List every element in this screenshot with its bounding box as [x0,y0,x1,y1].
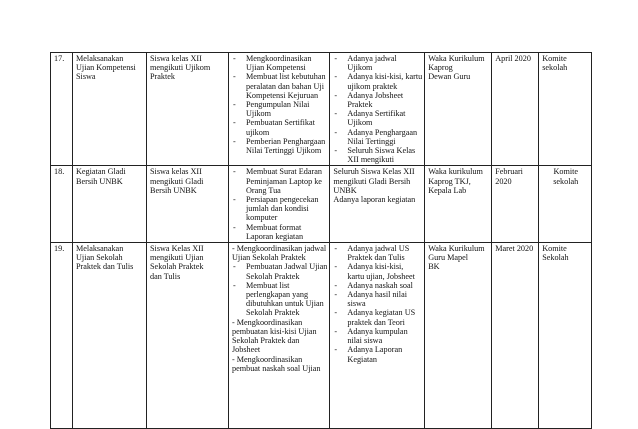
time-line: Februari [495,167,523,177]
steps-item-line: - Pembuatan Sertifikat [246,118,315,128]
output-item-line: - Adanya Laporan [347,345,403,355]
output-item-line: nilai siswa [347,336,383,346]
table-body [51,53,592,429]
note-line: Komite [542,244,567,254]
output-item [333,308,422,326]
steps-item-line: Ujian Kompetensi [246,63,306,73]
target-line: mengikuti Gladi [150,176,204,186]
responsible-line: Kaprog TKJ, [428,176,471,186]
target-cell [147,166,229,243]
steps-line: pembuatan kisi-kisi Ujian [232,326,317,336]
responsible-cell [425,53,492,166]
activity-line: Kegiatan Gladi [76,167,126,177]
responsible-line: BK [428,262,440,272]
output-item [333,146,422,164]
steps-line: Jobsheet [232,345,261,355]
row-number: 18. [54,167,65,177]
output-item-line: Ujikom [347,63,373,73]
responsible-cell [425,243,492,429]
output-item-line: - Adanya jadwal [347,54,397,63]
output-line: mengikuti Gladi Bersih [333,176,411,186]
output-item-line: siswa [347,299,366,309]
table-row [51,53,592,166]
steps-item-line: - Pengumpulan Nilai [246,100,310,110]
activity-line: Siswa [76,72,96,82]
row-number-cell [51,243,73,429]
steps-item-line: - Membuat list kebutuhan [246,72,326,82]
output-item-line: ujikom praktek [347,81,398,91]
time-cell [492,53,539,166]
row-number-cell [51,166,73,243]
steps-list [232,167,327,241]
note-cell [539,243,592,429]
output-item [333,345,422,363]
steps-line: - Mengkoordinasikan [232,317,303,327]
activity-line: Praktek dan Tulis [76,262,134,272]
steps-item-line: Sekolah Praktek [246,271,300,281]
activity-line: Melaksanakan [76,244,124,254]
output-item-line: - Adanya Penghargaan [347,127,418,137]
output-item-line: Praktek dan Tulis [347,253,405,263]
steps-list [232,262,327,317]
steps-cell [229,53,330,166]
steps-line: - Mengkoordinasikan [232,354,303,364]
steps-item-line: Nilai Tertinggi Ujikom [246,146,322,156]
time-cell [492,166,539,243]
output-list [333,54,422,164]
output-item-line: - Adanya kisi-kisi, kartu [347,72,423,82]
steps-item-line: - Membuat Surat Edaran [246,167,322,177]
output-item-line: - Adanya Sertifikat [347,109,406,119]
time-line: April 2020 [495,54,531,63]
output-item-line: - Adanya jadwal US [347,244,410,254]
steps-item [232,54,327,72]
target-line: Siswa kelas XII [150,54,202,63]
steps-item [232,167,327,195]
target-line: Bersih UNBK [150,185,197,195]
output-line: Seluruh Siswa Kelas XII [333,167,415,177]
target-line: Praktek [150,72,176,82]
output-item [333,262,422,280]
steps-item-line: komputer [246,213,278,223]
steps-item [232,262,327,280]
target-line: Siswa kelas XII [150,167,202,177]
steps-item [232,100,327,118]
output-list [333,244,422,364]
steps-item-line: ujikom [246,127,270,137]
output-line: UNBK [333,185,357,195]
output-item-line: XII mengikuti [347,155,395,165]
note-cell [539,53,592,166]
target-line: mengikuti Ujian [150,253,204,263]
target-line: Siswa Kelas XII [150,244,204,254]
output-item-line: kartu ujian, Jobsheet [347,271,415,281]
output-item [333,290,422,308]
responsible-line: Kaprog [428,63,453,73]
output-item-line: - Adanya kumpulan [347,326,408,336]
output-item [333,54,422,72]
steps-item-line: - Membuat list [246,280,290,290]
responsible-line: Waka kurikulum [428,167,483,177]
steps-item [232,281,327,318]
time-cell [492,243,539,429]
output-item-line: - Adanya naskah soal [347,280,413,290]
row-number-cell [51,53,73,166]
steps-item [232,195,327,223]
steps-cell [229,166,330,243]
steps-line: Sekolah Praktek dan [232,336,300,346]
table-row [51,166,592,243]
steps-item-line: Kompetensi Kejuruan [246,90,319,100]
steps-item [232,137,327,155]
output-item-line: praktek dan Teori [347,317,405,327]
row-number: 19. [54,244,65,254]
output-item-line: - Adanya Jobsheet [347,90,404,100]
note-line: Komite [553,167,578,177]
output-item-line: - Adanya kegiatan US [347,308,416,318]
output-item [333,91,422,109]
steps-line: pembuat naskah soal Ujian [232,363,321,373]
steps-item-line: - Mengkoordinasikan [246,54,312,63]
responsible-line: Waka Kurikulum [428,54,485,63]
steps-item [232,223,327,241]
time-line: Maret 2020 [495,244,534,254]
note-cell [539,166,592,243]
responsible-line: Dewan Guru [428,72,471,82]
steps-item-line: peralatan dan bahan Uji [246,81,324,91]
target-line: mengikuti Ujikom [150,63,211,73]
activity-table [50,52,592,429]
steps-item-line: perlengkapan yang [246,290,309,300]
steps-item-line: - Pembuatan Jadwal Ujian [246,262,328,272]
note-line: Komite [542,54,567,63]
steps-item [232,118,327,136]
time-line: 2020 [495,176,512,186]
note-line: sekolah [542,63,568,73]
output-item [333,109,422,127]
target-line: dan Tulis [150,271,181,281]
output-item-line: - Adanya hasil nilai [347,290,407,300]
row-number: 17. [54,54,65,63]
output-line: Adanya laporan kegiatan [333,195,416,205]
output-cell [330,53,425,166]
output-item-line: Kegiatan [347,354,377,364]
activity-line: Ujian Kompetensi [76,63,136,73]
target-line: Sekolah Praktek [150,262,204,272]
output-item-line: Nilai Tertinggi [347,136,396,146]
steps-line: Ujian Sekolah Praktek [232,253,306,263]
activity-cell [73,166,147,243]
steps-item-line: - Membuat format [246,222,302,232]
output-item [333,327,422,345]
output-item-line: - Seluruh Siswa Kelas [347,146,416,156]
steps-item [232,72,327,100]
output-item-line: - Adanya kisi-kisi, [347,262,404,272]
responsible-line: Kepala Lab [428,185,467,195]
output-item-line: Praktek [347,100,373,110]
responsible-line: Guru Mapel [428,253,469,263]
output-item [333,281,422,290]
activity-line: Ujian Sekolah [76,253,123,263]
activity-cell [73,53,147,166]
steps-item-line: Laporan kegiatan [246,231,304,241]
output-item [333,128,422,146]
responsible-line: Waka Kurikulum [428,244,485,254]
output-item [333,72,422,90]
target-cell [147,243,229,429]
output-cell [330,166,425,243]
steps-item-line: - Persiapan pengecekan [246,195,319,205]
output-item-line: Ujikom [347,118,373,128]
responsible-cell [425,166,492,243]
activity-line: Melaksanakan [76,54,124,63]
steps-item-line: Peminjaman Laptop ke [246,176,322,186]
steps-item-line: Orang Tua [246,185,281,195]
steps-cell [229,243,330,429]
table-row [51,243,592,429]
steps-item-line: - Pemberian Penghargaan [246,136,326,146]
activity-line: Bersih UNBK [76,176,123,186]
steps-line: - Mengkoordinasikan jadwal [232,244,327,254]
target-cell [147,53,229,166]
note-line: sekolah [553,176,579,186]
steps-list [232,54,327,155]
output-cell [330,243,425,429]
steps-item-line: jumlah dan kondisi [246,204,309,214]
activity-cell [73,243,147,429]
note-line: Sekolah [542,253,569,263]
steps-item-line: Ujikom [246,109,272,119]
steps-item-line: dibutuhkan untuk Ujian [246,299,324,309]
steps-item-line: Sekolah Praktek [246,308,300,318]
output-item [333,244,422,262]
